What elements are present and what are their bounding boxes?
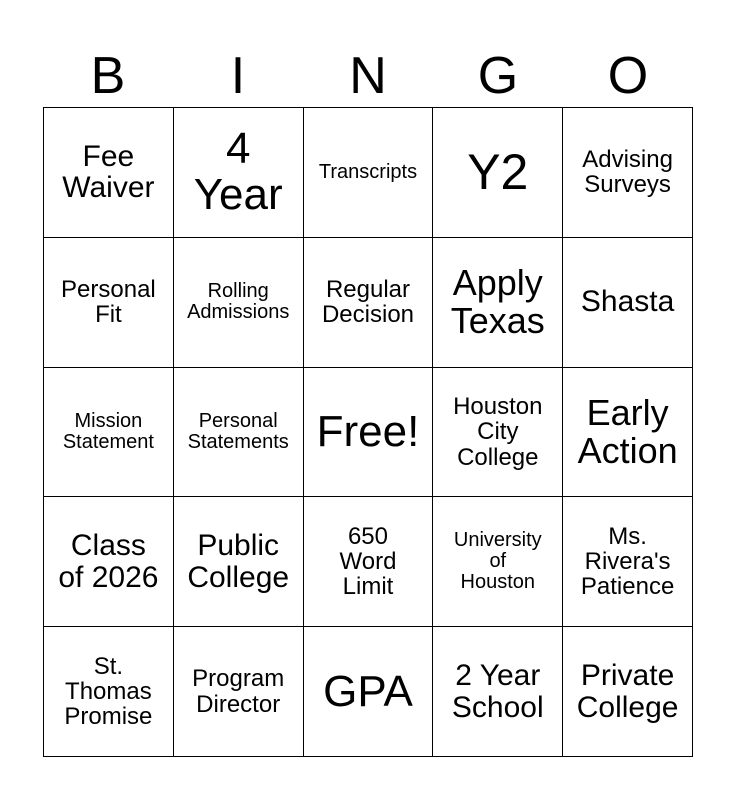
bingo-cell[interactable] [563, 108, 693, 238]
cell-text: 4 Year [193, 124, 283, 220]
cell-text: Regular Decision [321, 276, 415, 329]
cell-text: Early Action [577, 392, 678, 471]
cell-text: Private College [576, 659, 679, 724]
bingo-cell[interactable] [304, 368, 434, 498]
bingo-cell[interactable] [563, 238, 693, 368]
cell-text: Y2 [467, 144, 529, 201]
cell-text: Apply Texas [450, 262, 545, 342]
bingo-cell[interactable] [174, 368, 304, 498]
cell-text: GPA [323, 666, 413, 716]
bingo-cell[interactable] [433, 108, 563, 238]
bingo-cell[interactable] [304, 108, 434, 238]
bingo-cell[interactable] [433, 497, 563, 627]
cell-text: Public College [187, 529, 290, 594]
bingo-cell[interactable] [44, 497, 174, 627]
bingo-header [43, 44, 693, 108]
bingo-cell[interactable] [174, 108, 304, 238]
bingo-cell[interactable] [304, 497, 434, 627]
cell-text: Ms. Rivera's Patience [580, 523, 675, 601]
header-letter-g: G [477, 47, 519, 105]
cell-text: Transcripts [318, 160, 418, 183]
bingo-cell[interactable] [563, 627, 693, 757]
bingo-cell[interactable] [44, 238, 174, 368]
bingo-cell[interactable] [44, 627, 174, 757]
header-letter-o: O [607, 47, 649, 105]
bingo-cell[interactable] [44, 108, 174, 238]
bingo-cell[interactable] [304, 238, 434, 368]
cell-text: 2 Year School [451, 659, 544, 724]
bingo-cell[interactable] [174, 497, 304, 627]
bingo-cell[interactable] [563, 368, 693, 498]
cell-text: Class of 2026 [58, 529, 159, 594]
cell-text: Mission Statement [62, 409, 154, 453]
bingo-cell[interactable] [44, 368, 174, 498]
cell-text: Personal Statements [187, 409, 289, 453]
header-letter-i: I [230, 47, 246, 105]
cell-text: St. Thomas Promise [64, 652, 153, 731]
header-letter-n: N [349, 47, 387, 105]
header-letter-b: B [90, 47, 126, 105]
cell-text: Shasta [580, 285, 675, 319]
cell-text: Fee Waiver [62, 139, 155, 205]
cell-text: Personal Fit [61, 276, 156, 329]
bingo-cell[interactable] [174, 627, 304, 757]
bingo-cell[interactable] [433, 627, 563, 757]
bingo-cell[interactable] [174, 238, 304, 368]
cell-text: Rolling Admissions [187, 280, 290, 324]
bingo-cell[interactable] [433, 368, 563, 498]
cell-text: University of Houston [453, 529, 542, 594]
bingo-cell[interactable] [433, 238, 563, 368]
cell-text: Houston City College [453, 393, 543, 471]
cell-text: Program Director [192, 665, 285, 718]
bingo-board [43, 107, 693, 757]
cell-text: Advising Surveys [582, 146, 673, 199]
cell-text: Free! [316, 406, 420, 456]
bingo-cell[interactable] [563, 497, 693, 627]
cell-text: 650 Word Limit [339, 523, 397, 601]
bingo-cell[interactable] [304, 627, 434, 757]
